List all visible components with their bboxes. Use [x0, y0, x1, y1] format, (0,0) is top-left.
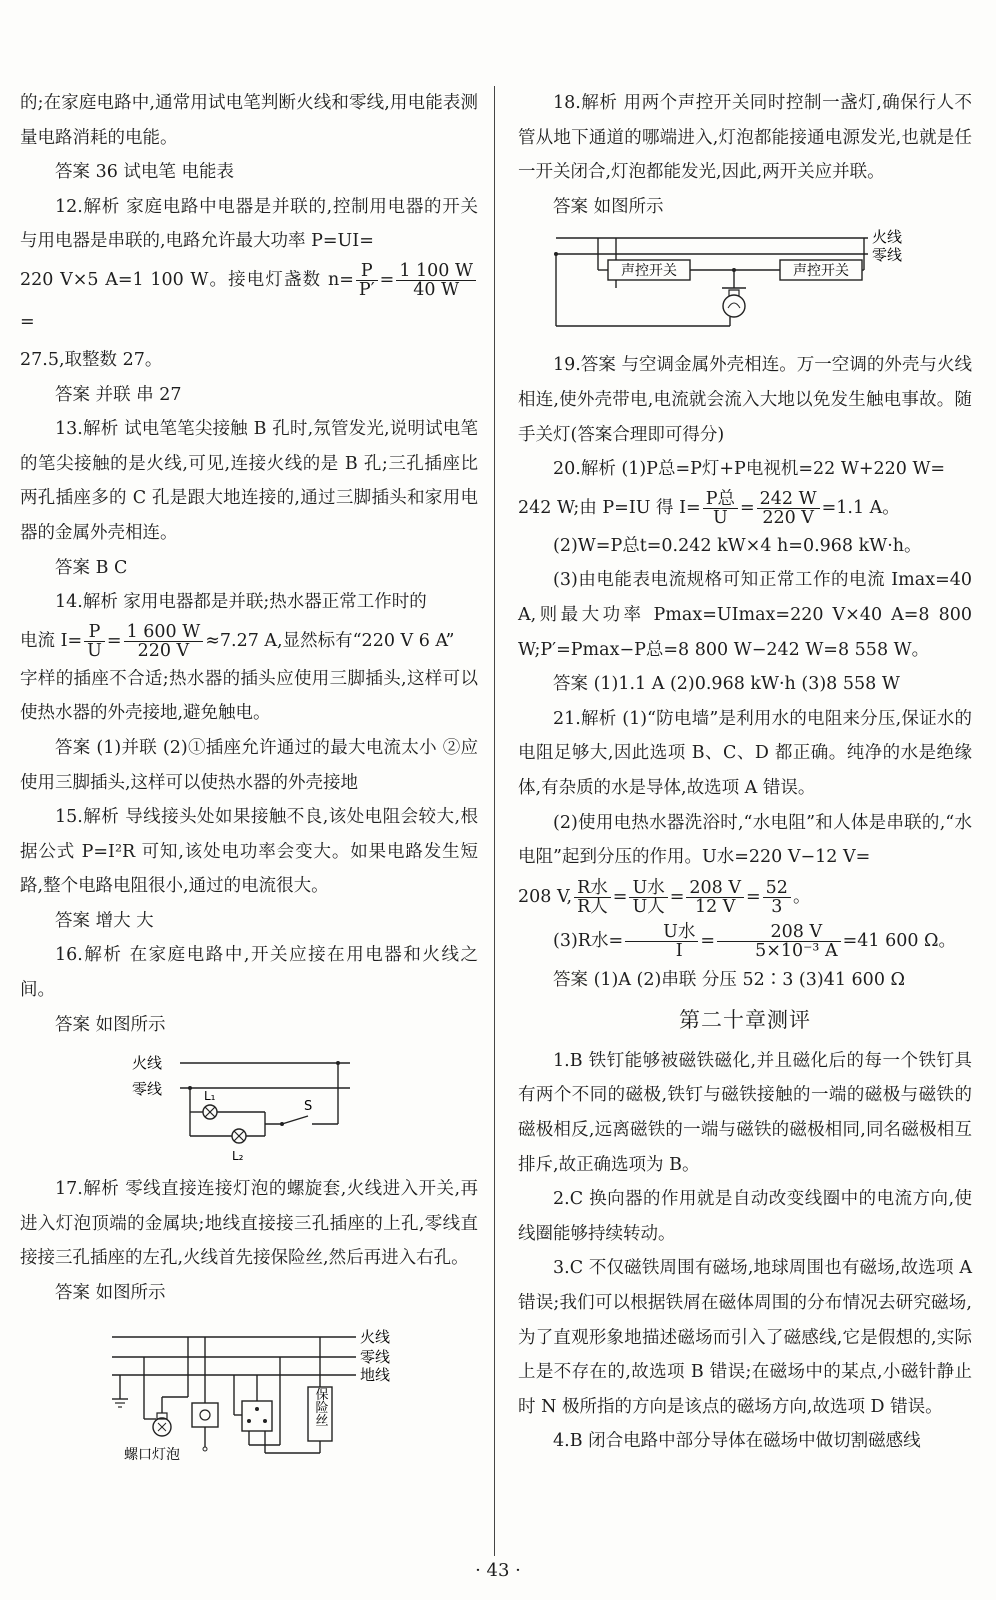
neutral-wire-label: 零线 — [360, 1347, 391, 1366]
chapter-heading: 第二十章测评 — [679, 1008, 811, 1033]
q20-line1: 20.解析 (1)P总=P灯+P电视机=22 W+220 W= — [553, 459, 946, 480]
q21-text3: (3)R水= — [553, 930, 624, 951]
lamp-l1-label: L₁ — [204, 1089, 216, 1104]
lamp-icon — [723, 295, 745, 317]
eq-sign: = — [739, 497, 755, 518]
right-column — [518, 0, 972, 1459]
q12-line2 — [20, 259, 478, 343]
lamp-l2-label: L₂ — [232, 1149, 244, 1164]
frac-num: U水 — [629, 879, 667, 898]
q12-text: 220 V×5 A=1 100 W。接电灯盏数 n= — [20, 269, 354, 290]
q21-part3 — [518, 919, 972, 963]
eq-sign: = — [746, 886, 761, 907]
frac-num: P总 — [703, 490, 738, 509]
frac-num: 1 100 W — [396, 262, 476, 281]
frac-den: 12 V — [694, 896, 736, 917]
ch20-q4: 4.B 闭合电路中部分导体在磁场中做切割磁感线 — [553, 1431, 921, 1452]
q12-frac2 — [396, 262, 476, 299]
frac-num: P — [84, 623, 105, 642]
q20-text2: =1.1 A。 — [821, 497, 900, 518]
frac-den: 220 V — [762, 507, 814, 528]
sound-switch-2-label: 声控开关 — [793, 263, 849, 280]
frac-num: U水 — [625, 923, 698, 942]
q21-part2: (2)使用电热水器洗浴时,“水电阻”和人体是串联的,“水电阻”起到分压的作用。U水=220 V−12 V= — [518, 812, 972, 868]
switch-box-icon — [192, 1403, 218, 1427]
q21-frac4 — [763, 879, 791, 916]
frac-den: 40 W — [413, 279, 460, 300]
q13: 13.解析 试电笔笔尖接触 B 孔时,氖管发光,说明试电笔的笔尖接触的是火线,可见,连接火线的是 B 孔;三孔插座比两孔插座多的 C 孔是跟大地连接的,通过三脚插头和家用电器的金属外壳相连。 — [20, 419, 478, 543]
frac-den: 5×10⁻³ A — [755, 940, 838, 961]
q14-frac1 — [84, 623, 105, 660]
q14-line1: 14.解析 家用电器都是并联;热水器正常工作时的 — [55, 592, 427, 613]
answer-11: 答案 36 试电笔 电能表 — [55, 162, 234, 183]
frac-num: R水 — [574, 879, 611, 898]
three-hole-socket-icon — [242, 1401, 272, 1431]
live-wire-label: 火线 — [132, 1054, 163, 1073]
answer-15: 答案 增大 大 — [55, 910, 154, 931]
live-wire-label: 火线 — [360, 1327, 391, 1346]
period: 。 — [792, 886, 811, 907]
q14-frac2 — [124, 623, 204, 660]
frac-den: 3 — [771, 896, 783, 917]
q12-line3: 27.5,取整数 27。 — [20, 349, 163, 370]
frac-num: P — [356, 262, 378, 281]
live-wire-label: 火线 — [872, 228, 903, 247]
answer-18: 答案 如图所示 — [553, 196, 664, 217]
answer-17: 答案 如图所示 — [55, 1283, 166, 1304]
q21-frac2 — [629, 879, 667, 916]
frac-den: U人 — [632, 896, 665, 917]
eq-sign: = — [700, 930, 716, 951]
answer-13: 答案 B C — [55, 557, 128, 578]
eq-sign: = — [106, 630, 122, 651]
q21-part2-eq — [518, 875, 972, 919]
switch-s-label: S — [304, 1099, 313, 1115]
frac-num: 52 — [763, 879, 791, 898]
eq-sign: = — [612, 886, 628, 907]
q21-frac6 — [717, 923, 841, 960]
q21-frac5 — [625, 923, 698, 960]
q20-line2 — [518, 487, 972, 529]
answer-14: 答案 (1)并联 (2)①插座允许通过的最大电流太小 ②应使用三脚插头,这样可以使热水器的外壳接地 — [20, 737, 478, 793]
fuse-label: 保险丝 — [312, 1387, 328, 1427]
q20-part3: (3)由电能表电流规格可知正常工作的电流 Imax=40 A,则最大功率 Pmax=UImax=220 V×40 A=8 800 W;P′=Pmax−P总=8 800 W−242 W=8 558 W。 — [518, 570, 972, 660]
para-continued: 的;在家庭电路中,通常用试电笔判断火线和零线,用电能表测量电路消耗的电能。 — [20, 93, 478, 148]
sound-switch-1-label: 声控开关 — [621, 263, 677, 280]
q14-text: 电流 I= — [20, 630, 83, 651]
circuit-18-svg — [518, 228, 972, 340]
q20-frac2 — [757, 490, 820, 527]
switch-s-icon — [282, 1116, 308, 1124]
page-number: · 43 · — [475, 1560, 521, 1581]
q21-frac3 — [686, 879, 744, 916]
frac-num: 1 600 W — [124, 623, 204, 642]
q14-line3: 字样的插座不合适;热水器的插头应使用三脚插头,这样可以使热水器的外壳接地,避免触电。 — [20, 668, 478, 724]
answer-16: 答案 如图所示 — [55, 1014, 166, 1035]
answer-21: 答案 (1)A (2)串联 分压 52∶3 (3)41 600 Ω — [553, 969, 906, 990]
answer-20: 答案 (1)1.1 A (2)0.968 kW·h (3)8 558 W — [553, 674, 900, 695]
neutral-wire-label: 零线 — [872, 246, 903, 265]
q15: 15.解析 导线接头处如果接触不良,该处电阻会较大,根据公式 P=I²R 可知,该处电功率会变大。如果电路发生短路,整个电路电阻很小,通过的电流很大。 — [20, 807, 478, 897]
eq-sign: = — [379, 269, 395, 290]
q21-text: 208 V, — [518, 886, 573, 907]
q18: 18.解析 用两个声控开关同时控制一盏灯,确保行人不管从地下通道的哪端进入,灯泡都能接通电源发光,也就是任一开关闭合,灯泡都能发光,因此,两开关应并联。 — [518, 93, 972, 183]
frac-den: P′ — [358, 279, 375, 300]
q16: 16.解析 在家庭电路中,开关应接在用电器和火线之间。 — [20, 945, 478, 1001]
ground-wire-label: 地线 — [360, 1365, 391, 1384]
frac-num: 242 W — [757, 490, 820, 509]
ch20-q1: 1.B 铁钉能够被磁铁磁化,并且磁化后的每一个铁钉具有两个不同的磁极,铁钉与磁铁接触的一端的磁极与磁铁的磁极相反,远离磁铁的一端与磁铁的磁极相同,同名磁极相互排斥,故正确选项为 B。 — [518, 1050, 972, 1175]
q12-frac1 — [356, 262, 378, 299]
figure-16-circuit — [20, 1046, 478, 1164]
eq-sign: = — [20, 311, 35, 332]
neutral-wire-label: 零线 — [132, 1080, 163, 1099]
frac-den: I — [675, 940, 683, 961]
q19: 19.答案 与空调金属外壳相连。万一空调的外壳与火线相连,使外壳带电,电流就会流入大地以免发生触电事故。随手关灯(答案合理即可得分) — [518, 355, 972, 445]
eq-sign: = — [669, 886, 685, 907]
frac-den: R人 — [577, 896, 608, 917]
ch20-q2: 2.C 换向器的作用就是自动改变线圈中的电流方向,使线圈能够持续转动。 — [518, 1189, 972, 1244]
q21-result: =41 600 Ω。 — [842, 930, 957, 951]
q14-line2 — [20, 620, 478, 662]
frac-num: 208 V — [686, 879, 744, 898]
ch20-q3: 3.C 不仅磁铁周围有磁场,地球周围也有磁场,故选项 A 错误;我们可以根据铁屑在磁体周围的分布情况去研究磁场,为了直观形象地描述磁场而引入了磁感线,它是假想的,实际上是不存在的,故选项 B 错误;在磁场中的某点,小磁针静止时 N 极所指的方向是该点的磁场方向,故选项 D 错误。 — [518, 1258, 972, 1417]
q17: 17.解析 零线直接连接灯泡的螺旋套,火线进入开关,再进入灯泡顶端的金属块;地线直接接三孔插座的上孔,零线直接接三孔插座的左孔,火线首先接保险丝,然后再进入右孔。 — [20, 1179, 478, 1269]
q12-line1: 12.解析 家庭电路中电器是并联的,控制用电器的开关与用电器是串联的,电路允许最大功率 P=UI= — [20, 196, 478, 252]
q21-frac1 — [574, 879, 611, 916]
frac-num: 208 V — [717, 923, 841, 942]
q20-part2: (2)W=P总t=0.242 kW×4 h=0.968 kW·h。 — [553, 535, 922, 556]
circuit-17-svg — [20, 1315, 480, 1465]
figure-17-circuit — [20, 1315, 478, 1465]
answer-12: 答案 并联 串 27 — [55, 384, 182, 405]
q14-text2: ≈7.27 A,显然标有“220 V 6 A” — [205, 630, 455, 651]
q20-text: 242 W;由 P=IU 得 I= — [518, 497, 701, 518]
q21-part1: 21.解析 (1)“防电墙”是利用水的电阻来分压,保证水的电阻足够大,因此选项 B、C、D 都正确。纯净的水是绝缘体,有杂质的水是导体,故选项 A 错误。 — [518, 708, 972, 798]
q20-frac1 — [703, 490, 738, 527]
circuit-16-svg — [20, 1046, 480, 1164]
bulb-label: 螺口灯泡 — [124, 1446, 180, 1463]
figure-18-circuit — [518, 228, 972, 340]
left-column — [20, 0, 478, 1473]
frac-den: U — [87, 640, 102, 661]
column-divider — [494, 86, 495, 1556]
frac-den: 220 V — [137, 640, 190, 661]
frac-den: U — [712, 507, 728, 528]
